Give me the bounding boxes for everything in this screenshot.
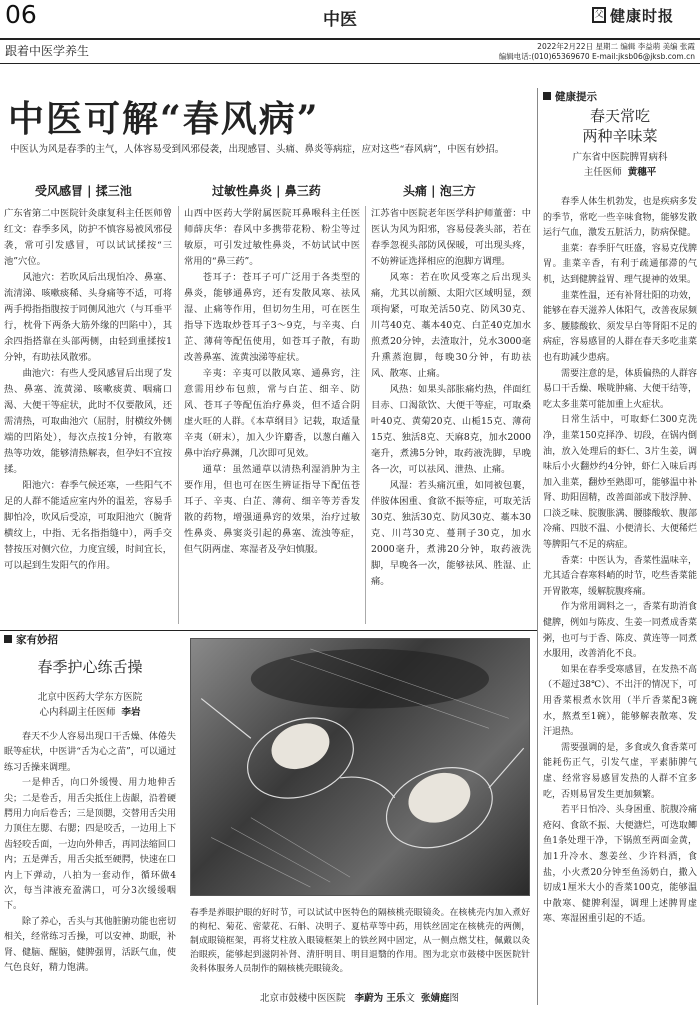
- edition-meta: [480, 42, 695, 62]
- photo-caption: 春季是养眼护眼的好时节，可以试试中医特色的隔核桃壳眼镜灸。在核桃壳内加入煮好的枸杞、菊花、密蒙花、石斛、决明子、夏枯草等中药，用铁丝固定在核桃壳的两侧，制成眼镜框架，再将艾柱放入眼镜框架上的铁丝网中固定，从一侧点燃艾柱，佩戴以灸治眼疾，能够起到滋阴补肾、清肝明目、明目退翳的作用。图为北京市鼓楼中医医院针灸科体服务人员制作的隔核桃壳眼镜灸。: [190, 908, 530, 974]
- column-3-para: 风热：如果头部胀痛灼热，伴面红目赤、口渴欲饮、大便干等症，可取桑叶40克、黄菊20克、山栀15克、薄荷15克、独活8克、天麻8克，加水2000毫升，煮沸5分钟，取药液洗脚，早晚各一次，可以祛风、泄热、止痛。: [371, 384, 531, 475]
- family-byline-title: [4, 705, 176, 720]
- section-title: 中医: [323, 10, 357, 30]
- side-para: 日常生活中，可取虾仁300克洗净，韭菜150克择净、切段，在锅内倒油，放入处理后的虾仁、3片生姜，调味后小火翻炒约4分钟，虾仁入味后再加入韭菜，翻炒至熟即可，能够温中补肾、助阳固精，改善面部或下肢浮肿、口淡乏味、脘腹胀满、腰膝酸软、腹部冷痛、四肢不温、小便清长、大便稀烂等脾阳气不足的病症。: [543, 415, 697, 551]
- family-byline-org: 北京中医药大学东方医院: [37, 692, 143, 703]
- side-byline: [543, 150, 697, 180]
- column-1-para: 曲池穴：有些人受风感冒后出现了发热、鼻塞、流黄涕、咳嗽痰黄、咽痛口渴、大便干等症状，此时不仅要散风，还需清热，可取曲池穴（屈肘，肘横纹外侧端的凹陷处），每次点按1分钟，有散寒热等功效，能够清热解表，但孕妇不宜按揉。: [4, 368, 172, 475]
- family-byline-name: 李岩: [121, 707, 141, 718]
- article-title: 中医可解“春风病”: [8, 98, 320, 140]
- subheader-rule: [0, 63, 700, 64]
- column-2-para: 山西中医药大学附属医院耳鼻喉科主任医师薛庆华：春风中多携带花粉、粉尘等过敏原，可引发过敏性鼻炎，不妨试试中医常用的“鼻三药”。: [184, 208, 360, 267]
- side-para: 需要强调的是，多食或久食香菜可能耗伤正气，引发气虚，平素肺脾气虚、经常容易感冒发热的人群不宜多吃，否则易冒发生更加频繁。: [543, 742, 697, 800]
- family-byline: [4, 690, 176, 720]
- side-headline-line: 两种辛味菜: [582, 127, 658, 145]
- column-1-para: 风池穴：若吹风后出现怕冷、鼻塞、流清涕、咳嗽痰稀、头身痛等不适，可将两手拇指指腹按于同侧风池穴（与耳垂平行，枕骨下两条大筋外缘的凹陷中），其余四指搭靠在头部两侧，由轻到重揉按1分钟，有助祛风散邪。: [4, 272, 172, 363]
- column-1-para: 广东省第二中医院针灸康复科主任医师曾红文：春季多风，防护不慎容易被风邪侵袭，常可引发感冒，可以试试揉按“三池”穴位。: [4, 208, 172, 267]
- credit-text-suffix: 文: [405, 993, 415, 1004]
- column-2-para: 苍耳子：苍耳子可广泛用于各类型的鼻炎，能够通鼻窍，还有发散风寒、祛风湿、止痛等作用，但切勿生用，可在医生指导下选取炒苍耳子3～9克，与辛夷、白芷、薄荷等配伍使用，如苍耳子散，有助改善鼻塞、流黄浊涕等症状。: [184, 272, 360, 363]
- side-divider: [537, 88, 538, 1005]
- side-para: 如果在春季受寒感冒，在发热不高（不超过38℃）、不出汗的情况下，可用香菜根煮水饮用（半斤香菜配3碗水，熬煮至1碗），能够解表散寒、发汗退热。: [543, 664, 697, 738]
- side-byline-role: 主任医师: [583, 167, 622, 178]
- walnut-glasses-illustration: [191, 639, 529, 895]
- column-2-body: [184, 206, 360, 624]
- header-rule: [0, 38, 700, 40]
- side-para: 春季人体生机勃发，也是疾病多发的季节，常吃一些辛味食物，能够发散运行气血，激发五脏活力，防病保健。: [543, 197, 697, 239]
- side-byline-org: 广东省中医院脾胃病科: [572, 152, 668, 163]
- side-para: 需要注意的是，体质偏热的人群容易口干舌燥、喉咙肿痛、大便干结等，吃太多韭菜可能加重上火症状。: [543, 368, 697, 410]
- column-subtitle: 跟着中医学养生: [5, 44, 90, 58]
- column-3-para: 风湿：若头痛沉重，如同被包裹，伴胺体困重、食欲不振等症，可取羌活30克、独活30克、防风30克、藁本30克、川芎30克、蔓荆子30克，加水2000毫升，煮沸20分钟，取药液洗脚，早晚各一次，能够祛风、胜湿、止痛。: [371, 480, 531, 587]
- side-para: 香菜：中医认为，香菜性温味辛，尤其适合春寒料峭的时节，吃些香菜能开胃散寒，缓解脘腹疼痛。: [543, 555, 697, 597]
- side-byline-name: 黄穗平: [627, 167, 657, 178]
- photo-credit: [260, 990, 459, 1004]
- column-3-heading: 头痛 | 泡三方: [403, 184, 476, 198]
- column-1-body: [4, 206, 172, 624]
- column-3-para: 江苏省中医院老年医学科护师董蕾：中医认为风为阳邪，容易侵袭头部，若在春季忽视头部防风保暖，可出现头疼，不妨辨证选择相应的泡脚方调理。: [371, 208, 531, 267]
- column-1-para: 阳池穴：春季气候还寒，一些阳气不足的人群不能适应室内外的温差，容易手脚怕冷，吹风后受凉，可取阳池穴（腕背横纹上，中指、无名指指缝中），两手交替按压对侧穴位，力度宜缓，时间宜长，可以起到生发阳气的作用。: [4, 480, 172, 571]
- column-divider: [178, 206, 179, 624]
- family-para: 一是伸舌，向口外缓慢、用力地伸舌尖；二是卷舌，用舌尖抵住上齿龈，沿着硬腭用力向后卷舌；三是顶腮，交替用舌尖用力顶住左腮、右腮；四是咬舌，一边用上下齿轻咬舌面，一边向外伸舌，再同法缩回口内；五是弹舌，用舌尖抵至硬腭，快速在口内上下弹动，八拍为一套动作，循环做4次，每当津液充盈满口，可分3次缓缓咽下。: [4, 778, 176, 912]
- side-para: 若平日怕冷、头身困重、脘腹冷痛疮闷、食欲不振、大便溏烂，可选取鲫鱼1条处理干净，下锅煎至两面金黄，加1升冷水、葱姜丝、少许料酒，食盐，小火煮20分钟至鱼汤奶白，撒入切成1厘米大小的香菜100克，能够温中散寒、健脾利湿，调理上述脾胃虚寒、寒湿困重引起的不适。: [543, 805, 697, 925]
- side-headline: [543, 106, 697, 146]
- newspaper-logo: [592, 5, 696, 27]
- side-para: 韭菜：春季肝气旺盛，容易克伐脾胃。韭菜辛香，有利于疏通郁滞的气机，达到健脾益胃、理气提神的效果。: [543, 243, 697, 285]
- side-para: 韭菜性温，还有补肾壮阳的功效，能够在春天滋养人体阳气，改善夜尿频多、腰膝酸软、须发早白等肾阳不足的病症，容易感冒的人群在春天多吃韭菜也有助减少患病。: [543, 290, 697, 363]
- side-headline-line: 春天常吃: [589, 107, 650, 125]
- side-para: 作为常用调料之一，香菜有助消食健脾，例如与陈皮、生姜一同煮成香菜粥，也可与于香、陈皮、黄连等一同煮水服用，改善消化不良。: [543, 602, 697, 660]
- logo-icon: 父: [592, 7, 606, 23]
- family-byline-role: 心内科副主任医师: [39, 707, 116, 718]
- family-para: 春天不少人容易出现口干舌燥、体倦失眠等症状，中医讲“舌为心之苗”，可以通过练习舌操来调理。: [4, 732, 176, 773]
- family-rule: [0, 630, 537, 631]
- credit-photographer: 张婧庭: [420, 993, 450, 1004]
- family-body: [4, 730, 176, 1008]
- family-headline: 春季护心练舌操: [37, 658, 143, 676]
- meta-contact: 编辑电话:(010)65369670 E-mail:jksb06@jksb.com.cn: [498, 52, 695, 61]
- column-1-heading: 受风感冒 | 揉三池: [35, 184, 132, 198]
- logo-text: 健康时报: [610, 7, 675, 25]
- walnut-glasses-photo: [190, 638, 530, 896]
- side-box-title: 健康提示: [543, 89, 597, 104]
- column-2-para: 通草：虽然通草以清热利湿消肿为主要作用，但也可在医生辨证指导下配伍苍耳子、辛夷、白芷、薄荷、细辛等芳香发散的药物，增强通鼻窍的效果，治疗过敏性鼻炎、鼻窦炎引起的鼻塞、流浊等症，但气阴两虚、寒湿者及孕妇慎服。: [184, 464, 360, 555]
- meta-date-editors: 2022年2月22日 星期二 编辑 李益萌 美编 张霞: [537, 42, 695, 51]
- credit-authors: 李蔚为 王乐: [354, 993, 406, 1004]
- side-byline-title: [543, 165, 697, 180]
- family-para: 除了养心，舌头与其他脏腑功能也密切相关，经常练习舌操，可以安神、助眠，补肾、健脑、醒脑，健脾强胃，活跃气血，使气色良好，精力饱满。: [4, 916, 176, 974]
- family-box-title: 家有妙招: [4, 632, 58, 647]
- credit-org: 北京市鼓楼中医医院: [260, 993, 346, 1004]
- column-2-heading: 过敏性鼻炎 | 鼻三药: [212, 184, 321, 198]
- article-intro: 中医认为风是春季的主气，人体容易受到风邪侵袭，出现感冒、头痛、鼻炎等病症，应对这些“春风病”，中医有妙招。: [10, 144, 505, 155]
- column-divider: [365, 206, 366, 624]
- column-3-para: 风寒：若在吹风受寒之后出现头痛，尤其以前额、太阳穴区域明显，颈项拘紧，可取羌活50克、防风30克、川芎40克、藁本40克、白芷40克加水煎煮20分钟，去渣取汁，兑水3000毫升熏蒸泡脚，每晚30分钟，有助祛风、散寒、止痛。: [371, 272, 531, 379]
- column-2-para: 辛夷：辛夷可以散风寒、通鼻窍，注意需用纱布包煎，常与白芷、细辛、防风、苍耳子等配伍治疗鼻炎，但不适合阴虚火旺的人群。《本草纲目》记载，取适量辛夷（研末），加入少许麝香，以葱白蘸入鼻中治疗鼻渊，几次即可见效。: [184, 368, 360, 459]
- page-number: 06: [5, 0, 37, 29]
- side-body: [543, 195, 697, 1007]
- credit-photo-suffix: 图: [449, 993, 459, 1004]
- column-3-body: [371, 206, 531, 624]
